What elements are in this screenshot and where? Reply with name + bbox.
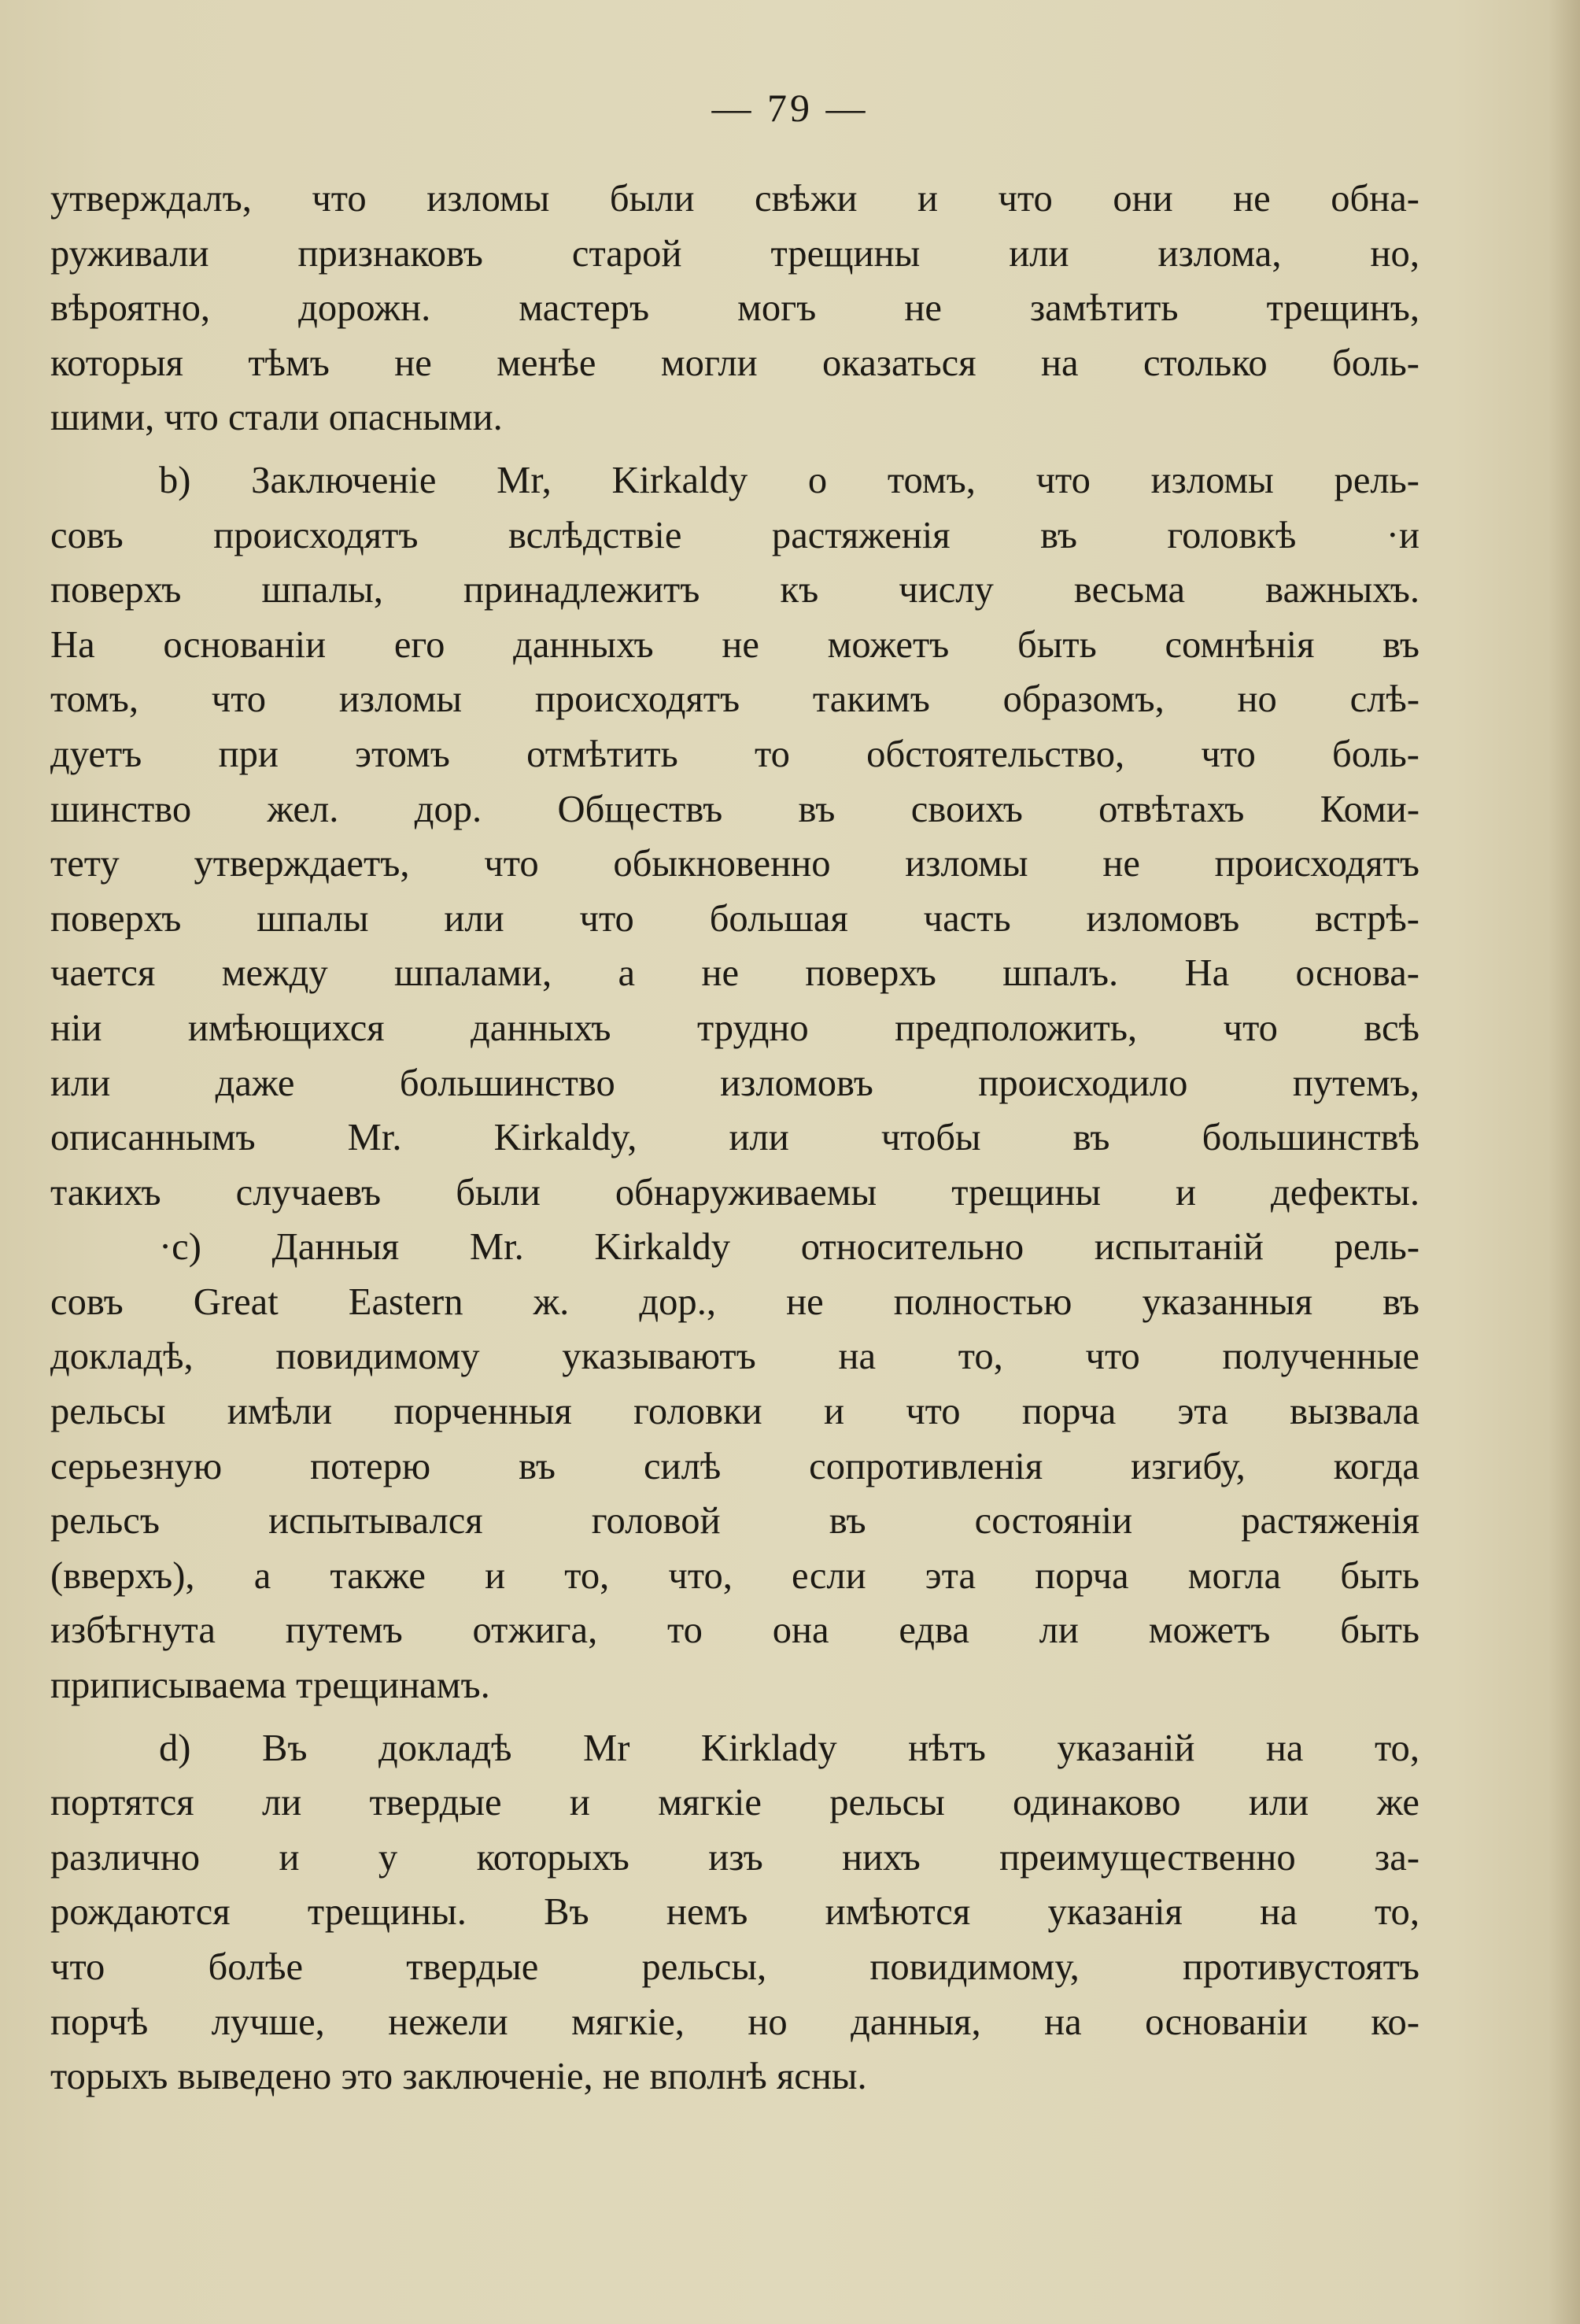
paragraph-d <box>50 1721 1419 2104</box>
text-line: такихъ случаевъ были обнаруживаемы трещины и дефекты. <box>50 1170 1419 1214</box>
text-line: которыя тѣмъ не менѣе могли оказаться на столько боль- <box>50 341 1419 384</box>
text-line: шинство жел. дор. Обществъ въ своихъ отвѣтахъ Коми- <box>50 787 1419 830</box>
text-line: тету утверждаетъ, что обыкновенно изломы не происходятъ <box>50 842 1419 885</box>
text-line: описаннымъ Mr. Kirkaldy, или чтобы въ большинствѣ <box>50 1116 1419 1159</box>
text-line: рождаются трещины. Въ немъ имѣются указанія на то, <box>50 1890 1419 1934</box>
text-line: На основаніи его данныхъ не можетъ быть сомнѣнія въ <box>50 623 1419 666</box>
text-line: совъ Great Eastern ж. дор., не полностью указанныя въ <box>50 1280 1419 1323</box>
text-line: рельсы имѣли порченныя головки и что порча эта вызвала <box>50 1390 1419 1433</box>
text-line: приписываема трещинамъ. <box>50 1664 490 1707</box>
paragraph-intro <box>50 172 1419 445</box>
text-line: различно и у которыхъ изъ нихъ преимущественно за- <box>50 1835 1419 1879</box>
text-line: вѣроятно, дорожн. мастеръ могъ не замѣтить трещинъ, <box>50 286 1419 330</box>
text-line: шими, что стали опасными. <box>50 396 503 439</box>
text-line: b) Заключеніе Mr, Kirkaldy о томъ, что изломы рель- <box>159 458 1419 501</box>
text-line: избѣгнута путемъ отжига, то она едва ли можетъ быть <box>50 1609 1419 1652</box>
page-edge-shadow <box>1549 0 1580 2324</box>
text-line: d) Въ докладѣ Mr Kirklady нѣтъ указаній на то, <box>159 1726 1419 1769</box>
text-line: докладѣ, повидимому указываютъ на то, что полученные <box>50 1335 1419 1378</box>
text-line: томъ, что изломы происходятъ такимъ образомъ, но слѣ- <box>50 678 1419 721</box>
text-line: руживали признаковъ старой трещины или излома, но, <box>50 231 1419 275</box>
text-line: ·с) Данныя Mr. Kirkaldy относительно испытаній рель- <box>159 1225 1419 1269</box>
text-line: поверхъ шпалы или что большая часть изломовъ встрѣ- <box>50 896 1419 940</box>
text-line: утверждалъ, что изломы были свѣжи и что они не обна- <box>50 177 1419 220</box>
text-line: порчѣ лучше, нежели мягкіе, но данныя, на основаніи ко- <box>50 2000 1419 2043</box>
text-line: дуетъ при этомъ отмѣтить то обстоятельство, что боль- <box>50 732 1419 775</box>
text-line: портятся ли твердые и мягкіе рельсы одинаково или же <box>50 1781 1419 1824</box>
text-line: рельсъ испытывался головой въ состояніи растяженія <box>50 1499 1419 1543</box>
text-line: или даже большинство изломовъ происходило путемъ, <box>50 1061 1419 1104</box>
text-line: поверхъ шпалы, принадлежитъ къ числу весьма важныхъ. <box>50 568 1419 611</box>
text-line: чается между шпалами, а не поверхъ шпалъ. На основа- <box>50 951 1419 995</box>
text-line: совъ происходятъ вслѣдствіе растяженія въ головкѣ ·и <box>50 513 1419 556</box>
text-line: ніи имѣющихся данныхъ трудно предположить, что всѣ <box>50 1006 1419 1049</box>
text-line: что болѣе твердые рельсы, повидимому, противустоятъ <box>50 1945 1419 1988</box>
paragraph-b <box>50 453 1419 1220</box>
page-number: — 79 — <box>711 86 869 130</box>
body-text <box>50 172 1419 2104</box>
text-line: серьезную потерю въ силѣ сопротивленія изгибу, когда <box>50 1444 1419 1487</box>
text-line: торыхъ выведено это заключеніе, не вполнѣ ясны. <box>50 2055 867 2098</box>
text-line: (вверхъ), а также и то, что, если эта порча могла быть <box>50 1554 1419 1597</box>
paragraph-c <box>50 1220 1419 1713</box>
